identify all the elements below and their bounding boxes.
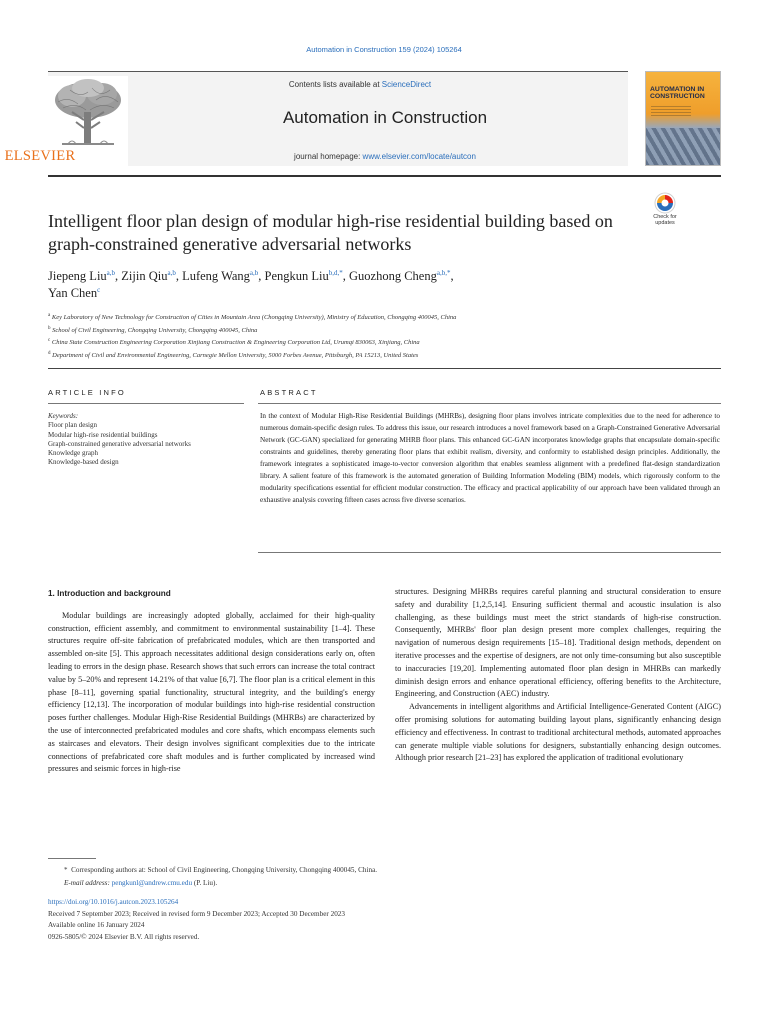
author-name[interactable]: Yan Chen <box>48 286 98 300</box>
cover-title: AUTOMATION IN CONSTRUCTION <box>650 86 705 100</box>
abstract-rule <box>258 403 721 404</box>
affiliation-item <box>48 336 728 349</box>
section-heading: 1. Introduction and background <box>48 589 171 598</box>
check-updates-line-2: updates <box>655 220 675 226</box>
author-name[interactable]: Guozhong Cheng <box>349 269 437 283</box>
footnote-divider <box>48 858 96 859</box>
email-label: E-mail address: <box>64 878 112 887</box>
affiliation-list <box>48 311 728 362</box>
affiliation-text: Key Laboratory of New Technology for Construction of Cities in Mountain Area (Chongqing University), Ministry of Education, Chongqing 400045, China <box>51 314 457 322</box>
author-name[interactable]: Lufeng Wang <box>182 269 250 283</box>
sciencedirect-link[interactable]: ScienceDirect <box>381 80 432 89</box>
homepage-prefix: journal homepage: <box>294 152 363 161</box>
abstract-bottom-rule <box>258 552 721 553</box>
author-affiliation-marker[interactable]: a,b,* <box>436 268 451 277</box>
author-affiliation-marker[interactable]: a,b <box>106 268 116 277</box>
keyword-item: Modular high-rise residential buildings <box>48 430 158 439</box>
author-separator: , <box>342 269 350 283</box>
journal-homepage-line <box>130 152 640 161</box>
footnote-mark: * <box>64 866 68 874</box>
corresponding-author-note <box>48 864 728 877</box>
journal-homepage-link[interactable]: www.elsevier.com/locate/autcon <box>362 152 476 161</box>
affiliation-text: School of Civil Engineering, Chongqing University, Chongqing 400045, China <box>52 326 258 334</box>
article-title: Intelligent floor plan design of modular high-rise residential building based on graph-constrained generative adversarial networks <box>48 211 613 254</box>
check-updates-icon <box>654 192 676 214</box>
copyright-line: 0926-5805/© 2024 Elsevier B.V. All rights reserved. <box>48 932 200 941</box>
email-suffix: (P. Liu). <box>192 878 218 887</box>
author-list <box>48 268 648 302</box>
keywords-block <box>48 412 248 468</box>
corresponding-text: Corresponding authors at: School of Civil Engineering, Chongqing University, Chongqing 400045, China. <box>71 866 378 874</box>
body-column-right <box>395 586 721 765</box>
keyword-item: Knowledge-based design <box>48 458 119 467</box>
body-paragraph: structures. Designing MHRBs requires careful planning and structural consideration to ensure safety and durability [1,2,5,14]. Ensuring sufficient thermal and acoustic insulation is also challenging, as these buildings must meet the strict standards of high-rise construction. Consequently, MHRBs' floor plan design present more complex challenges, requiring the navigation of numerous design requirements [15–18]. Traditional design methods, dependent on iterative processes and the expertise of designers, are not only time-consuming but also susceptible to inaccuracies [19,20]. Implementing automated floor plan design in MHRBs can markedly diminish design errors and enhance operational efficiency, offering benefits to the Architecture, Engineering, and Construction (AEC) industry. <box>395 587 721 699</box>
body-paragraph: Advancements in intelligent algorithms and Artificial Intelligence-Generated Content (AIGC) offer promising solutions for automating building layout plans, significantly enhancing design efficiency and effectiveness. In contrast to traditional architectural methods, automated approaches can generate multiple viable solutions for designers, substantially enhancing design outcomes. Although prior research [21–23] has explored the application of traditional evolutionary <box>395 702 721 763</box>
affiliation-item <box>48 324 728 337</box>
doi-link[interactable]: https://doi.org/10.1016/j.autcon.2023.105264 <box>48 898 179 906</box>
publisher-wordmark: ELSEVIER <box>4 148 76 164</box>
available-online: Available online 16 January 2024 <box>48 921 145 929</box>
author-name[interactable]: Zijin Qiu <box>121 269 168 283</box>
header-divider <box>48 175 721 177</box>
cover-photo <box>646 128 721 166</box>
contents-line <box>130 80 590 89</box>
cover-text-lines <box>651 106 691 126</box>
affiliation-item <box>48 349 728 362</box>
footnotes-block <box>48 864 728 889</box>
affiliation-mark: a <box>48 313 51 318</box>
affiliation-mark: b <box>48 325 51 331</box>
author-separator: , <box>175 269 183 283</box>
author-separator: , <box>115 269 122 283</box>
keyword-item: Graph-constrained generative adversarial networks <box>48 439 191 448</box>
author-affiliation-marker[interactable]: b,d,* <box>328 268 343 277</box>
received-dates: Received 7 September 2023; Received in revised form 9 December 2023; Accepted 30 December 2023 <box>48 909 345 918</box>
affiliation-divider <box>48 368 721 369</box>
affiliation-item <box>48 311 728 324</box>
author-name[interactable]: Pengkun Liu <box>264 269 329 283</box>
body-column-left <box>48 588 375 776</box>
body-paragraph: Modular buildings are increasingly adopted globally, acclaimed for their high-quality construction, efficient assembly, and commitment to environmental sustainability [1–4]. These structures require off-site fabrication of prefabricated modules, which are then transported and assembled on-site [5]. This approach necessitates additional design considerations early on, often leading to errors in the design phase. Research shows that such errors can increase the total contract value by 5–20% and represent 14.21% of that value [6,7]. The floor plan is a critical element in this phase [8–11], governing spatial functionality, structural integrity, and the building's energy efficiency [12,13]. The incorporation of modular buildings into high-rise residential construction poses further challenges. Modular High-Rise Residential Buildings (MHRBs) are characterized by the use of interconnected prefabricated modules and core shafts, which encompass elements such as staircases and elevators. Their design involves significant complexities due to the intricate connections of prefabricated core shaft modules and is further complicated by increased wind pressures and seismic forces in high-rise <box>48 610 375 774</box>
email-note <box>48 877 728 890</box>
journal-name: Automation in Construction <box>282 108 488 127</box>
author-name[interactable]: Jiepeng Liu <box>48 269 107 283</box>
affiliation-text: Department of Civil and Environmental Engineering, Carnegie Mellon University, 5000 Forbes Avenue, Pittsburgh, PA 15213, United States <box>52 352 419 360</box>
affiliation-text: China State Construction Engineering Corporation Xinjiang Construction & Engineering Corporation Ltd, Urumqi 830063, Xinjiang, China <box>51 339 420 347</box>
keyword-item: Knowledge graph <box>48 449 98 458</box>
abstract-text: In the context of Modular High-Rise Residential Buildings (MHRBs), designing floor plans involves intricate complexities due to the need for adherence to numerous domain-specific design rules. To address this issue, our research introduces a novel framework based on a Graph-Constrained Generative Adversarial Network (GC-GAN) specialized for generating MHRB floor plans. This enhanced GC-GAN incorporates knowledge graphs that encapsulate domain-specific constraints and guidelines, thereby generating floor plans that exhibit realism, diversity, and conformity to established design principles. Additionally, the framework integrates a sophisticated image-to-vector conversion algorithm that enables seamless alignment with a predefined flat-design standardization library. A salient feature of this framework is the automated generation of Building Information Modeling (BIM) models, which rigorously conform to the modularity specifications essential for efficient modular construction. The efficacy and practical applicability of our approach have been validated through an exhaustive analysis covering fifteen cases across five diverse scenarios. <box>260 412 720 504</box>
contents-prefix: Contents lists available at <box>288 80 382 89</box>
email-link[interactable]: pengkunl@andrew.cmu.edu <box>111 878 193 887</box>
journal-cover-image[interactable] <box>645 71 721 166</box>
affiliation-mark: c <box>48 338 51 344</box>
publication-history <box>48 897 728 943</box>
author-affiliation-marker[interactable]: a,b <box>249 268 259 277</box>
keywords-heading: Keywords: <box>48 412 79 420</box>
author-affiliation-marker[interactable]: c <box>97 285 101 294</box>
author-separator: , <box>450 269 454 283</box>
check-updates-line-1: Check for <box>653 214 677 220</box>
article-info-label: ARTICLE INFO <box>48 388 126 397</box>
check-for-updates-badge[interactable] <box>648 192 682 228</box>
journal-citation-link[interactable]: Automation in Construction 159 (2024) 105264 <box>306 45 462 54</box>
keyword-item: Floor plan design <box>48 421 97 430</box>
author-affiliation-marker[interactable]: a,b <box>167 268 176 277</box>
affiliation-mark: d <box>48 350 51 356</box>
abstract-label: ABSTRACT <box>260 388 318 397</box>
author-separator: , <box>258 269 265 283</box>
article-info-rule <box>48 403 244 404</box>
